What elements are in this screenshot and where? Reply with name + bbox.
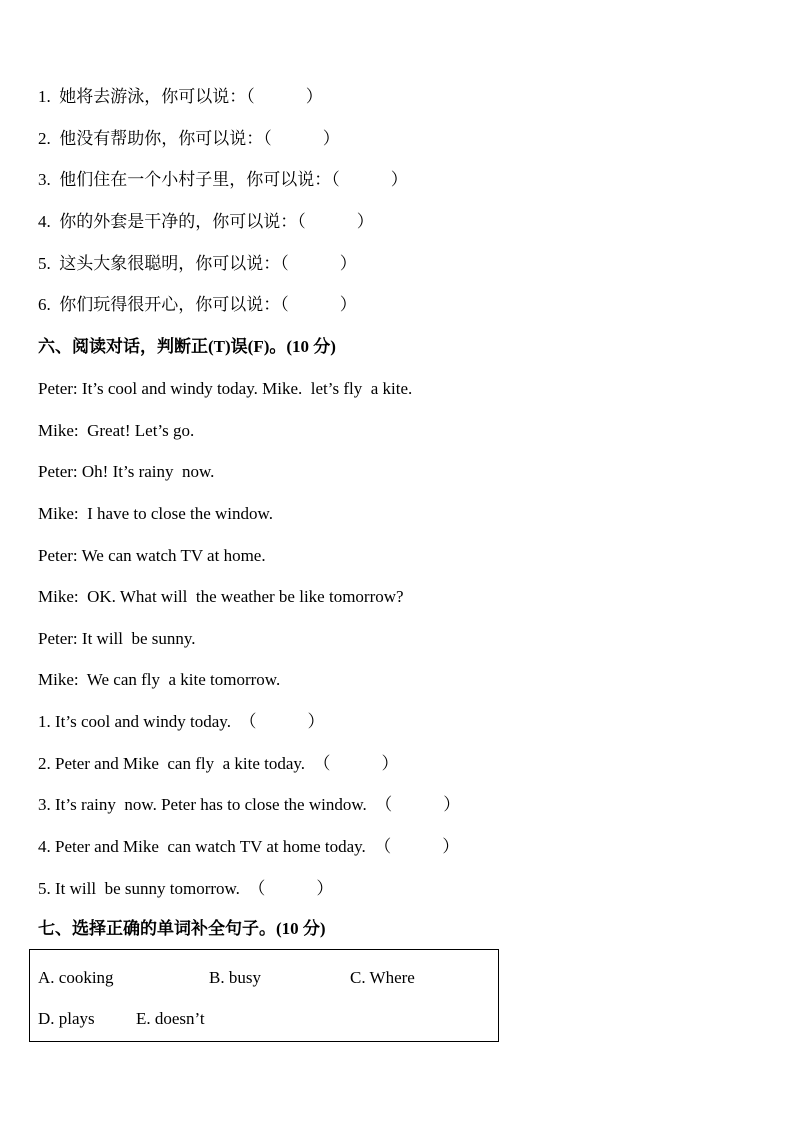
s5-item-4: 4. 你的外套是干净的，你可以说：（ ） <box>38 212 374 231</box>
option-e: E. doesn’t <box>136 1009 205 1028</box>
s5-item-6: 6. 你们玩得很开心，你可以说：（ ） <box>38 295 357 314</box>
dialogue-line-6: Mike: OK. What will the weather be like tomorrow? <box>38 587 404 606</box>
option-d: D. plays <box>38 1009 95 1028</box>
tf-question-5: 5. It will be sunny tomorrow. （ ） <box>38 879 334 898</box>
dialogue-line-4: Mike: I have to close the window. <box>38 504 273 523</box>
dialogue-line-3: Peter: Oh! It’s rainy now. <box>38 462 215 481</box>
s5-item-3: 3. 他们住在一个小村子里，你可以说：（ ） <box>38 170 408 189</box>
option-c: C. Where <box>350 968 415 987</box>
tf-question-3: 3. It’s rainy now. Peter has to close the window. （ ） <box>38 795 461 814</box>
section7-heading: 七、选择正确的单词补全句子。(10 分) <box>38 919 326 938</box>
dialogue-line-1: Peter: It’s cool and windy today. Mike. let’s fly a kite. <box>38 379 413 398</box>
option-b: B. busy <box>209 968 261 987</box>
section6-heading: 六、阅读对话，判断正(T)误(F)。(10 分) <box>38 337 336 356</box>
tf-question-1: 1. It’s cool and windy today. （ ） <box>38 712 325 731</box>
tf-question-4: 4. Peter and Mike can watch TV at home today. （ ） <box>38 837 460 856</box>
dialogue-line-7: Peter: It will be sunny. <box>38 629 196 648</box>
dialogue-line-2: Mike: Great! Let’s go. <box>38 421 195 440</box>
option-a: A. cooking <box>38 968 114 987</box>
word-options-box <box>29 949 499 1042</box>
dialogue-line-5: Peter: We can watch TV at home. <box>38 546 266 565</box>
dialogue-line-8: Mike: We can fly a kite tomorrow. <box>38 670 281 689</box>
s5-item-2: 2. 他没有帮助你，你可以说：（ ） <box>38 129 340 148</box>
s5-item-5: 5. 这头大象很聪明，你可以说：（ ） <box>38 254 357 273</box>
tf-question-2: 2. Peter and Mike can fly a kite today. （ ） <box>38 754 399 773</box>
s5-item-1: 1. 她将去游泳，你可以说：（ ） <box>38 87 323 106</box>
